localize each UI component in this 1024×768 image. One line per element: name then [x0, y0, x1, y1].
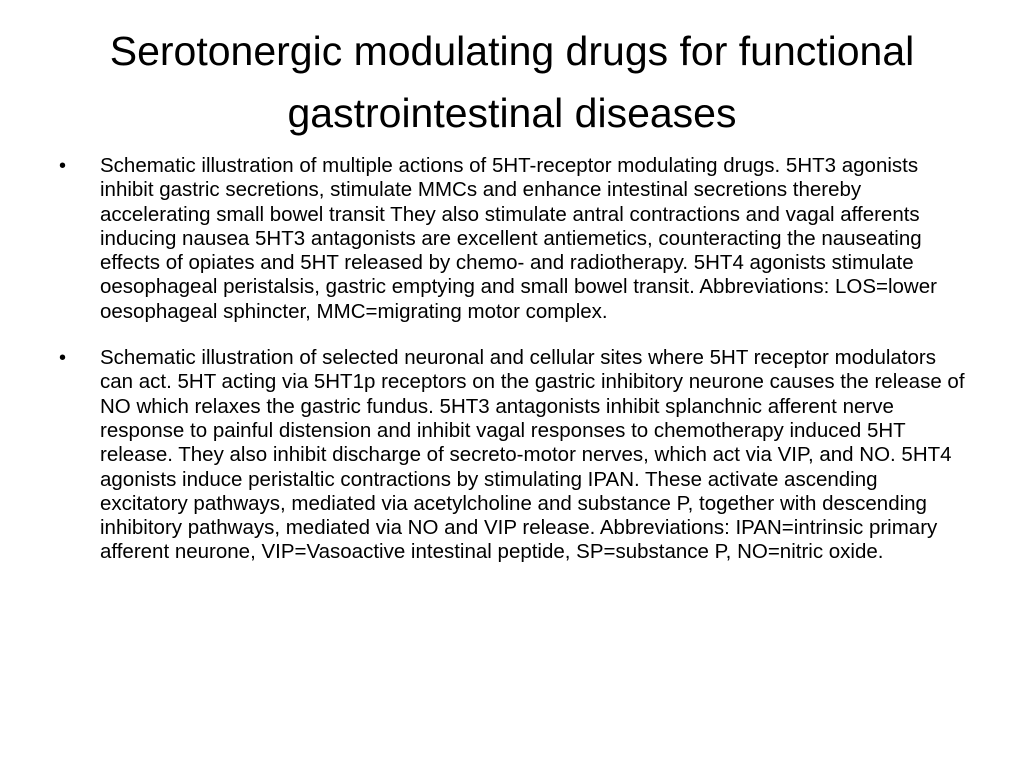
bullet-icon: • [59, 155, 67, 177]
bullet-list [56, 154, 966, 565]
slide-title: Serotonergic modulating drugs for functional gastrointestinal diseases [109, 28, 915, 136]
bullet-text: Schematic illustration of multiple actions of 5HT-receptor modulating drugs. 5HT3 agonists inhibit gastric secretions, stimulate MMCs and enhance intestinal secretions thereby accelerating small bowel transit They also stimulate antral contractions and vagal afferents inducing nausea 5HT3 antagonists are excellent antiemetics, counteracting the nauseating effects of opiates and 5HT released by chemo- and radiotherapy. 5HT4 agonists stimulate oesophageal peristalsis, gastric emptying and small bowel transit. Abbreviations: LOS=lower oesophageal sphincter, MMC=migrating motor complex. [100, 154, 937, 323]
bullet-text: Schematic illustration of selected neuronal and cellular sites where 5HT receptor modulators can act. 5HT acting via 5HT1p receptors on the gastric inhibitory neurone causes the release of NO which relaxes the gastric fundus. 5HT3 antagonists inhibit splanchnic afferent nerve response to painful distension and inhibit vagal responses to chemotherapy induced 5HT release. They also inhibit discharge of secreto-motor nerves, which act via VIP, and NO. 5HT4 agonists induce peristaltic contractions by stimulating IPAN. These activate ascending excitatory pathways, mediated via acetylcholine and substance P, together with descending inhibitory pathways, mediated via NO and VIP release. Abbreviations: IPAN=intrinsic primary afferent neurone, VIP=Vasoactive intestinal peptide, SP=substance P, NO=nitric oxide. [100, 346, 965, 564]
bullet-icon: • [59, 347, 67, 370]
bullet-item [56, 154, 966, 324]
bullet-item [56, 346, 966, 565]
